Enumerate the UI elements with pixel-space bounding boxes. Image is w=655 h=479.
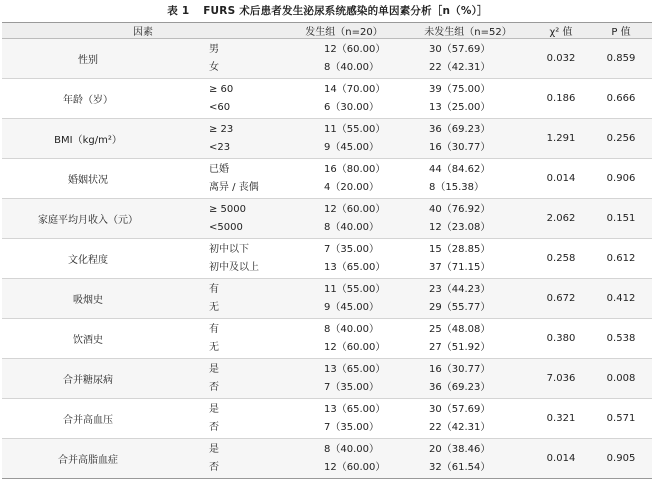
category-cell-value: 有 [209,323,219,335]
not-occurred-cell [404,119,532,159]
chi-square-cell: 0.186 [532,79,590,119]
occurred-cell [284,159,404,199]
table-row [2,119,652,159]
chi-square-cell: 0.032 [532,39,590,79]
occurred-cell-value: 7（35.00） [324,243,379,255]
not-occurred-cell-value: 39（75.00） [429,83,491,95]
chi-square-cell: 0.380 [532,319,590,359]
occurred-cell [284,399,404,439]
occurred-cell [284,439,404,479]
table-row [2,159,652,199]
category-cell [174,39,284,79]
factor-cell: 合并高脂血症 [2,439,174,479]
occurred-cell [284,279,404,319]
category-cell [174,239,284,279]
category-cell-value: 无 [209,341,219,353]
occurred-cell [284,239,404,279]
category-cell-value: 离异 / 丧偶 [209,181,259,193]
category-cell-value: 是 [209,403,219,415]
factor-cell: BMI（kg/m²） [2,119,174,159]
not-occurred-cell [404,319,532,359]
not-occurred-cell [404,359,532,399]
p-value-cell: 0.906 [590,159,652,199]
occurred-cell [284,199,404,239]
chi-square-cell: 0.014 [532,159,590,199]
category-cell-value: 否 [209,381,219,393]
category-cell-value: 否 [209,461,219,473]
table-row [2,39,652,79]
not-occurred-cell-value: 36（69.23） [429,381,491,393]
not-occurred-cell [404,159,532,199]
table-row [2,79,652,119]
factor-cell: 饮酒史 [2,319,174,359]
table-number: 表 1 [167,5,190,17]
category-cell [174,399,284,439]
not-occurred-cell [404,39,532,79]
occurred-cell [284,79,404,119]
category-cell-value: 是 [209,363,219,375]
factor-cell: 年龄（岁） [2,79,174,119]
not-occurred-cell-value: 44（84.62） [429,163,491,175]
table-row [2,359,652,399]
occurred-cell-value: 8（40.00） [324,61,379,73]
category-cell-value: 初中以下 [209,243,249,255]
not-occurred-cell-value: 16（30.77） [429,141,491,153]
table-row [2,439,652,479]
not-occurred-cell-value: 27（51.92） [429,341,491,353]
not-occurred-cell [404,279,532,319]
occurred-cell [284,119,404,159]
occurred-cell-value: 6（30.00） [324,101,379,113]
chi-square-cell: 2.062 [532,199,590,239]
header-p-value: P 值 [590,23,652,39]
category-cell-value: 男 [209,43,219,55]
factor-cell: 合并糖尿病 [2,359,174,399]
table-row [2,239,652,279]
not-occurred-cell-value: 22（42.31） [429,421,491,433]
category-cell-value: ≥ 60 [209,83,234,95]
category-cell-value: 是 [209,443,219,455]
table-row [2,199,652,239]
occurred-cell-value: 7（35.00） [324,381,379,393]
header-factor: 因素 [2,23,284,39]
not-occurred-cell-value: 12（23.08） [429,221,491,233]
occurred-cell-value: 16（80.00） [324,163,386,175]
table-row [2,399,652,439]
occurred-cell-value: 8（40.00） [324,323,379,335]
occurred-cell-value: 7（35.00） [324,421,379,433]
occurred-cell-value: 14（70.00） [324,83,386,95]
category-cell-value: <60 [209,101,231,113]
occurred-cell-value: 11（55.00） [324,283,386,295]
p-value-cell: 0.256 [590,119,652,159]
category-cell-value: 初中及以上 [209,261,259,273]
category-cell-value: 无 [209,301,219,313]
factor-cell: 家庭平均月收入（元） [2,199,174,239]
category-cell-value: ≥ 5000 [209,203,247,215]
chi-square-cell: 0.321 [532,399,590,439]
p-value-cell: 0.859 [590,39,652,79]
occurred-cell-value: 13（65.00） [324,363,386,375]
table-caption [0,0,655,22]
not-occurred-cell [404,199,532,239]
category-cell-value: 女 [209,61,219,73]
category-cell-value: <5000 [209,221,243,233]
not-occurred-cell-value: 16（30.77） [429,363,491,375]
occurred-cell-value: 8（40.00） [324,221,379,233]
category-cell [174,319,284,359]
not-occurred-cell-value: 32（61.54） [429,461,491,473]
not-occurred-cell-value: 13（25.00） [429,101,491,113]
univariate-analysis-table [2,22,652,479]
category-cell [174,199,284,239]
p-value-cell: 0.538 [590,319,652,359]
occurred-cell-value: 12（60.00） [324,203,386,215]
p-value-cell: 0.612 [590,239,652,279]
not-occurred-cell-value: 40（76.92） [429,203,491,215]
not-occurred-cell [404,239,532,279]
category-cell [174,439,284,479]
factor-cell: 婚姻状况 [2,159,174,199]
not-occurred-cell-value: 30（57.69） [429,403,491,415]
not-occurred-cell-value: 15（28.85） [429,243,491,255]
chi-square-cell: 7.036 [532,359,590,399]
factor-cell: 合并高血压 [2,399,174,439]
category-cell [174,279,284,319]
chi-square-cell: 0.014 [532,439,590,479]
not-occurred-cell-value: 37（71.15） [429,261,491,273]
not-occurred-cell-value: 23（44.23） [429,283,491,295]
category-cell-value: 否 [209,421,219,433]
p-value-cell: 0.412 [590,279,652,319]
chi-square-cell: 0.672 [532,279,590,319]
factor-cell: 文化程度 [2,239,174,279]
p-value-cell: 0.905 [590,439,652,479]
factor-cell: 吸烟史 [2,279,174,319]
factor-cell: 性别 [2,39,174,79]
not-occurred-cell [404,399,532,439]
occurred-cell-value: 12（60.00） [324,461,386,473]
category-cell [174,79,284,119]
occurred-cell [284,39,404,79]
category-cell-value: 有 [209,283,219,295]
p-value-cell: 0.151 [590,199,652,239]
not-occurred-cell-value: 22（42.31） [429,61,491,73]
header-not-occurred: 未发生组（n=52） [404,23,532,39]
chi-square-cell: 0.258 [532,239,590,279]
table-row [2,319,652,359]
header-row [2,23,652,39]
not-occurred-cell-value: 8（15.38） [429,181,484,193]
occurred-cell-value: 9（45.00） [324,301,379,313]
chi-square-cell: 1.291 [532,119,590,159]
category-cell-value: ≥ 23 [209,123,234,135]
table-row [2,279,652,319]
occurred-cell-value: 4（20.00） [324,181,379,193]
category-cell [174,159,284,199]
category-cell-value: <23 [209,141,231,153]
not-occurred-cell-value: 36（69.23） [429,123,491,135]
p-value-cell: 0.666 [590,79,652,119]
category-cell [174,359,284,399]
p-value-cell: 0.008 [590,359,652,399]
occurred-cell-value: 8（40.00） [324,443,379,455]
category-cell-value: 已婚 [209,163,229,175]
not-occurred-cell-value: 20（38.46） [429,443,491,455]
occurred-cell-value: 12（60.00） [324,43,386,55]
not-occurred-cell [404,439,532,479]
category-cell [174,119,284,159]
table-title: FURS 术后患者发生泌尿系统感染的单因素分析［n（%）］ [203,5,488,17]
not-occurred-cell-value: 25（48.08） [429,323,491,335]
occurred-cell [284,319,404,359]
not-occurred-cell [404,79,532,119]
occurred-cell-value: 11（55.00） [324,123,386,135]
not-occurred-cell-value: 30（57.69） [429,43,491,55]
header-occurred: 发生组（n=20） [284,23,404,39]
not-occurred-cell-value: 29（55.77） [429,301,491,313]
occurred-cell-value: 13（65.00） [324,403,386,415]
occurred-cell-value: 12（60.00） [324,341,386,353]
header-chi-square: χ² 值 [532,23,590,39]
occurred-cell-value: 13（65.00） [324,261,386,273]
occurred-cell-value: 9（45.00） [324,141,379,153]
p-value-cell: 0.571 [590,399,652,439]
occurred-cell [284,359,404,399]
